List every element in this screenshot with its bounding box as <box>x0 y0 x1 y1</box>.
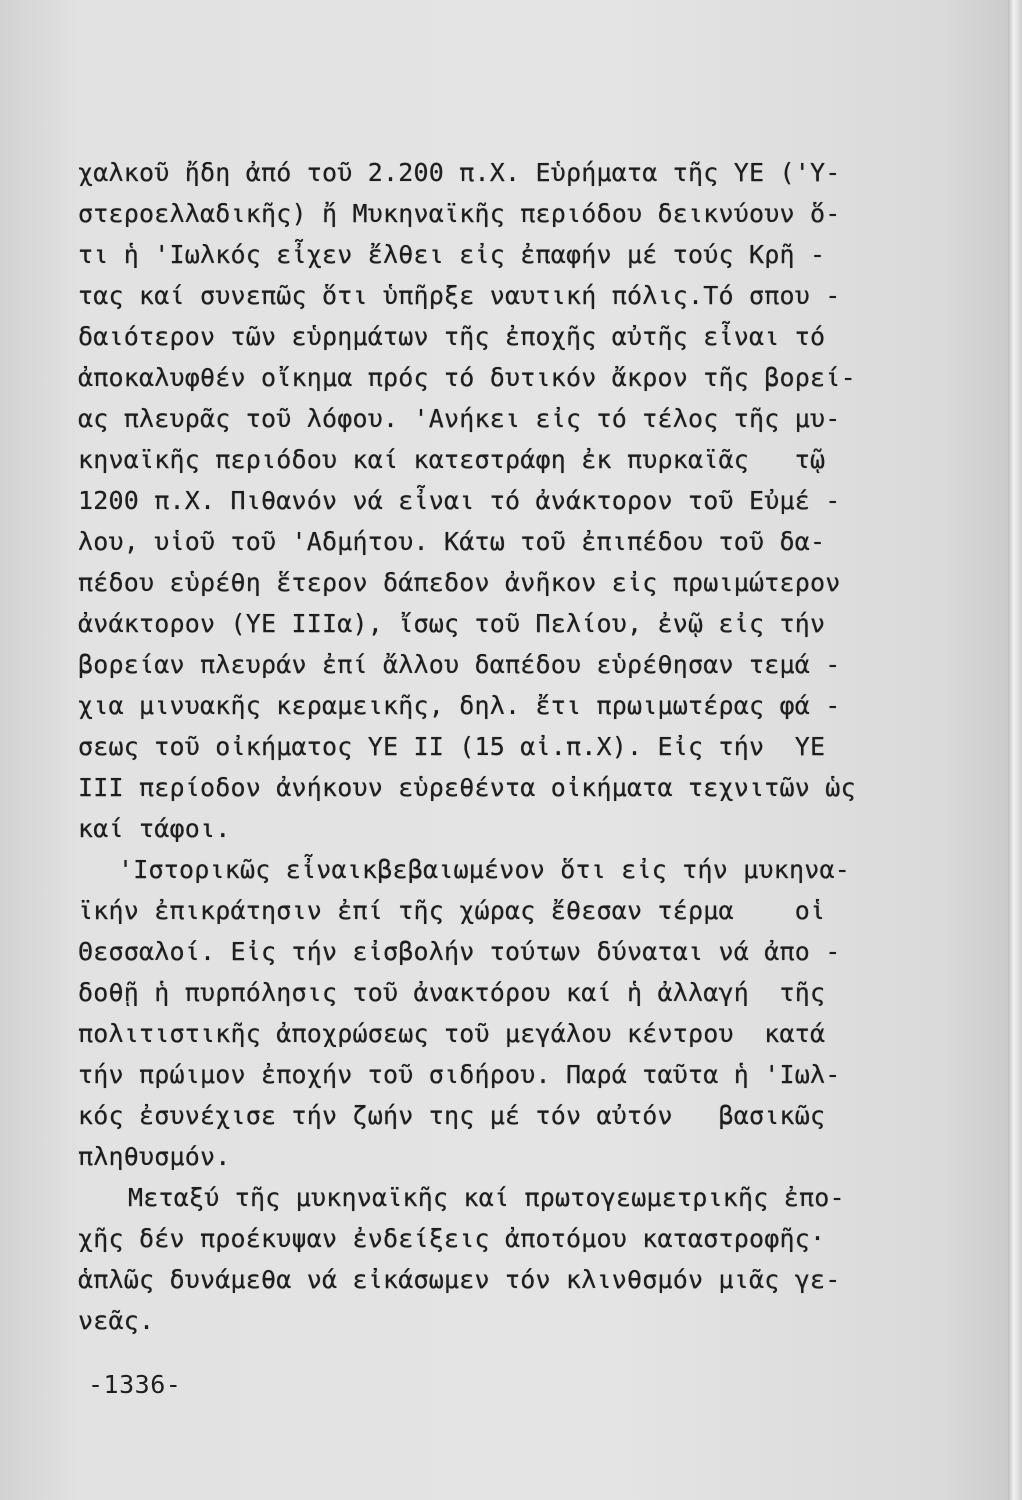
text-line: τι ἡ 'Ιωλκός εἶχεν ἔλθει εἰς ἐπαφήν μέ τούς Κρῆ - <box>78 240 826 269</box>
text-line: πέδου εὑρέθη ἕτερον δάπεδον ἀνῆκον εἰς πρωιμώτερον <box>78 568 841 597</box>
text-line: χῆς δέν προέκυψαν ἐνδείξεις ἀποτόμου καταστροφῆς· <box>78 1224 826 1253</box>
text-line: βορείαν πλευράν ἐπί ἄλλου δαπέδου εὑρέθησαν τεμά - <box>78 650 841 679</box>
text-line: 1200 π.Χ. Πιθανόν νά εἶναι τό ἀνάκτορον τοῦ Εὐμέ - <box>78 486 841 515</box>
text-line: ἀνάκτορον (ΥΕ ΙΙΙα), ἴσως τοῦ Πελίου, ἐνῷ εἰς τήν <box>78 609 826 638</box>
text-line: Μεταξύ τῆς μυκηναϊκῆς καί πρωτογεωμετρικῆς ἐπο- <box>128 1183 845 1212</box>
text-line: ἁπλῶς δυνάμεθα νά εἰκάσωμεν τόν κλινθσμόν μιᾶς γε- <box>78 1265 841 1294</box>
text-line: πληθυσμόν. <box>78 1142 231 1171</box>
text-line: κηναϊκῆς περιόδου καί κατεστράφη ἐκ πυρκαϊᾶς τῷ <box>78 445 826 474</box>
text-line: κός ἐσυνέχισε τήν ζωήν της μέ τόν αὐτόν βασικῶς <box>78 1101 826 1130</box>
text-line: δοθῇ ἡ πυρπόλησις τοῦ ἀνακτόρου καί ἡ ἀλλαγή τῆς <box>78 978 826 1007</box>
text-line: λου, υἱοῦ τοῦ 'Αδμήτου. Κάτω τοῦ ἐπιπέδου τοῦ δα- <box>78 527 826 556</box>
page-number: -1336- <box>88 1370 182 1399</box>
page-edge-shadow <box>1008 0 1022 1500</box>
text-line: 'Ιστορικῶς εἶναικβεβαιωμένον ὅτι εἰς τήν μυκηνα- <box>118 855 851 884</box>
text-line: χια μινυακῆς κεραμεικῆς, δηλ. ἔτι πρωιμωτέρας φά - <box>78 691 841 720</box>
text-line: σεως τοῦ οἰκήματος ΥΕ ΙΙ (15 αἰ.π.Χ). Εἰς τήν ΥΕ <box>78 732 826 761</box>
text-line: στεροελλαδικῆς) ἤ Μυκηναϊκῆς περιόδου δεικνύουν ὅ- <box>78 199 841 228</box>
text-line: καί τάφοι. <box>78 814 231 843</box>
text-line: ας πλευρᾶς τοῦ λόφου. 'Ανήκει εἰς τό τέλος τῆς μυ- <box>78 404 841 433</box>
typed-text-block <box>78 152 948 1341</box>
text-line: νεᾶς. <box>78 1306 155 1335</box>
text-line: Θεσσαλοί. Εἰς τήν εἰσβολήν τούτων δύναται νά ἀπο - <box>78 937 841 966</box>
text-line: τας καί συνεπῶς ὅτι ὑπῆρξε ναυτική πόλις.Τό σπου - <box>78 281 841 310</box>
text-line: τήν πρώιμον ἐποχήν τοῦ σιδήρου. Παρά ταῦτα ἡ 'Ιωλ- <box>78 1060 841 1089</box>
text-line: ϊκήν ἐπικράτησιν ἐπί τῆς χώρας ἔθεσαν τέρμα οἱ <box>78 896 826 925</box>
text-line: πολιτιστικῆς ἀποχρώσεως τοῦ μεγάλου κέντρου κατά <box>78 1019 826 1048</box>
text-line: ἀποκαλυφθέν οἴκημα πρός τό δυτικόν ἄκρον τῆς βορεί- <box>78 363 856 392</box>
text-line: ΙΙΙ περίοδον ἀνήκουν εὑρεθέντα οἰκήματα τεχνιτῶν ὡς <box>78 773 856 802</box>
text-line: χαλκοῦ ἤδη ἀπό τοῦ 2.200 π.Χ. Εὑρήματα τῆς ΥΕ ('Υ- <box>78 158 841 187</box>
text-line: δαιότερον τῶν εὑρημάτων τῆς ἐποχῆς αὐτῆς εἶναι τό <box>78 322 826 351</box>
